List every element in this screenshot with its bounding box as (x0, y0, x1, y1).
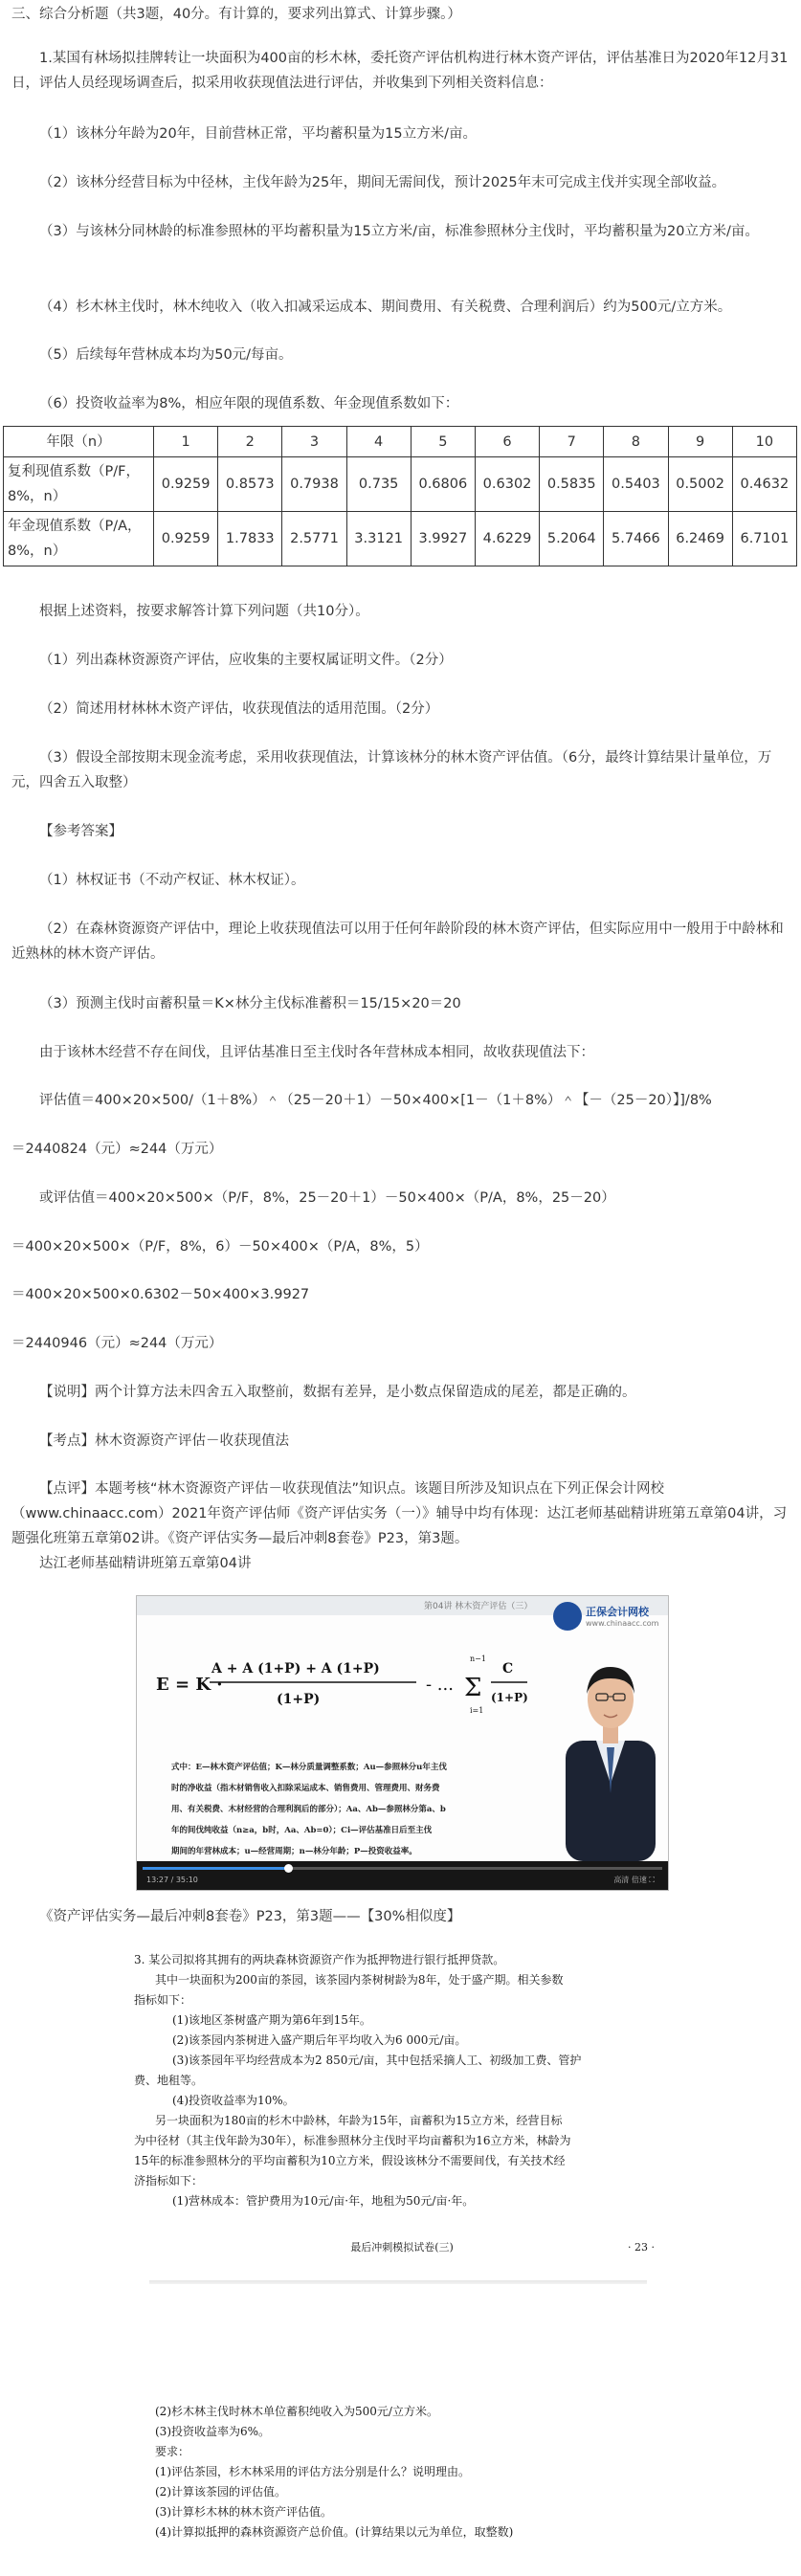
logo-url: www.chinaacc.com (586, 1619, 659, 1628)
table-header-label: 年限（n） (4, 427, 154, 457)
book-line: 3. 某公司拟将其拥有的两块森林资源资产作为抵押物进行银行抵押贷款。 (134, 1953, 505, 1966)
formula-sum-bottom: i=1 (470, 1706, 484, 1715)
question-item: （2）该林分经营目标为中径林，主伐年龄为25年，期间无需间伐，预计2025年末可完成主伐并实现全部收益。 (39, 175, 726, 190)
table-cell: 6.7101 (732, 512, 796, 566)
video-player[interactable] (136, 1595, 669, 1891)
question-item: （6）投资收益率为8%，相应年限的现值系数、年金现值系数如下： (39, 396, 459, 411)
book-footer-title: 最后冲刺模拟试卷(三) (350, 2241, 454, 2254)
question-intro: 1.某国有林场拟挂牌转让一块面积为400亩的杉木林，委托资产评估机构进行林木资产评估，评估基准日为2020年12月31日，评估人员经现场调查后，拟采用收获现值法进行评估，并收集到下列相关资料信息： (11, 51, 789, 91)
answer-2: （2）在森林资源资产评估中，理论上收获现值法可以用于任何年龄阶段的林木资产评估，但实际应用中一般用于中龄林和近熟林的林木资产评估。 (11, 922, 784, 962)
formula-line: 或评估值＝400×20×500×（P/F，8%，25－20＋1）－50×400×（P/A，8%，25－20） (39, 1190, 615, 1206)
presenter-image (558, 1650, 663, 1861)
question-item: （5）后续每年营林成本均为50元/每亩。 (39, 347, 293, 363)
video-control-bar[interactable] (137, 1861, 668, 1890)
row-label: 年金现值系数（P/A，8%，n） (4, 512, 154, 566)
formula-dots: - ... (426, 1675, 454, 1695)
table-cell: 5.7466 (604, 512, 668, 566)
table-cell: 2.5771 (282, 512, 346, 566)
desc-line: 用、有关税费、木材经营的合理利润后的部分）；Aa、Ab—参照林分第a、b (171, 1805, 446, 1814)
formula-lhs: E = K · (156, 1675, 223, 1695)
book-line: 15年的标准参照林分的平均亩蓄积为10立方米，假设该林分不需要间伐，有关技术经 (134, 2154, 566, 2167)
book-line: 要求： (155, 2445, 190, 2458)
book-line: 另一块面积为180亩的杉木中龄林，年龄为15年，亩蓄积为15立方米，经营目标 (155, 2114, 563, 2127)
video-controls[interactable]: 高清 倍速 ⛶ (613, 1876, 655, 1884)
table-year: 6 (475, 427, 539, 457)
table-cell: 3.9927 (411, 512, 475, 566)
table-year: 2 (218, 427, 282, 457)
answer-3: （3）预测主伐时亩蓄积量＝K×林分主伐标准蓄积＝15/15×20＝20 (39, 996, 461, 1011)
formula-denominator-sym: (1+P) (277, 1692, 321, 1707)
table-year: 8 (604, 427, 668, 457)
table-row (4, 512, 797, 566)
table-year: 10 (732, 427, 796, 457)
book-line: (3)该茶园年平均经营成本为2 850元/亩，其中包括采摘人工、初级加工费、管护 (172, 2054, 582, 2067)
formula-sum-top: n−1 (470, 1654, 486, 1663)
question-item: （4）杉木林主伐时，林木纯收入（收入扣减采运成本、期间费用、有关税费、合理利润后）约为500元/立方米。 (39, 300, 732, 315)
table-row (4, 457, 797, 512)
table-cell: 0.6806 (411, 457, 475, 512)
book-line: (1)营林成本：管护费用为10元/亩·年，地租为50元/亩·年。 (172, 2194, 475, 2208)
table-cell: 0.8573 (218, 457, 282, 512)
formula-line: 评估值＝400×20×500/（1＋8%）＾（25－20＋1）－50×400×[1－（1＋8%）＾【－（25－20）】]/8% (39, 1093, 712, 1108)
requirement-item: （1）列出森林资源资产评估，应收集的主要权属证明文件。（2分） (39, 653, 453, 668)
answer-1: （1）林权证书（不动产权证、林木权证）。 (39, 873, 305, 888)
logo-name: 正保会计网校 (586, 1606, 649, 1618)
requirement-item: （3）假设全部按期末现金流考虑，采用收获现值法，计算该林分的林木资产评估值。（6分，最终计算结果计量单位，万元，四舍五入取整） (11, 750, 772, 790)
formula-description (171, 1757, 516, 1862)
table-year: 9 (668, 427, 732, 457)
page-divider (149, 2280, 647, 2284)
requirements-intro: 根据上述资料，按要求解答计算下列问题（共10分）。 (39, 604, 369, 619)
video-time: 13:27 / 35:10 (146, 1876, 198, 1884)
book-line: (1)该地区茶树盛产期为第6年到15年。 (172, 2013, 371, 2027)
section-title: 三、综合分析题（共3题，40分。有计算的，要求列出算式、计算步骤。） (11, 7, 461, 22)
book-line: (4)投资收益率为10%。 (172, 2094, 295, 2107)
table-cell: 0.5403 (604, 457, 668, 512)
book-line: (3)计算杉木林的林木资产评估值。 (155, 2505, 332, 2519)
book-line: (4)计算拟抵押的森林资源资产总价值。(计算结果以元为单位，取整数) (155, 2525, 514, 2539)
chinaacc-logo (553, 1602, 659, 1634)
table-cell: 0.5002 (668, 457, 732, 512)
table-cell: 1.7833 (218, 512, 282, 566)
formula-ci: C (502, 1661, 514, 1677)
book-line: 费、地租等。 (134, 2074, 204, 2087)
coefficient-table (3, 426, 797, 566)
logo-icon (553, 1602, 582, 1631)
desc-line: 年的间伐纯收益（n≥a，b时，Aa、Ab=0）；Ci—评估基准日后至主伐 (171, 1826, 433, 1835)
video-progress-knob[interactable] (284, 1864, 293, 1873)
table-cell: 4.6229 (475, 512, 539, 566)
table-cell: 0.4632 (732, 457, 796, 512)
desc-line: 时的净收益（指木材销售收入扣除采运成本、销售费用、管理费用、财务费 (171, 1784, 440, 1793)
book-line: (2)杉木林主伐时林木单位蓄积纯收入为500元/立方米。 (155, 2405, 438, 2418)
question-item: （3）与该林分同林龄的标准参照林的平均蓄积量为15立方米/亩，标准参照林分主伐时，平均蓄积量为20立方米/亩。 (39, 224, 759, 239)
table-cell: 0.6302 (475, 457, 539, 512)
book-page-2 (134, 2402, 670, 2543)
table-year: 1 (154, 427, 218, 457)
table-header-row (4, 427, 797, 457)
video-title: 第04讲 林木资产评估（三） (424, 1602, 533, 1611)
formula-numerator-sym: A + A (1+P) + A (1+P) (211, 1661, 380, 1677)
question-item: （1）该林分年龄为20年，目前营林正常，平均蓄积量为15立方米/亩。 (39, 126, 478, 142)
formula-line: ＝400×20×500×0.6302－50×400×3.9927 (11, 1287, 310, 1302)
table-cell: 0.9259 (154, 512, 218, 566)
book-line: (2)计算该茶园的评估值。 (155, 2485, 286, 2498)
similarity-caption: 《资产评估实务—最后冲刺8套卷》P23，第3题——【30%相似度】 (39, 1909, 461, 1924)
book-line: (1)评估茶园，杉木林采用的评估方法分别是什么？说明理由。 (155, 2465, 471, 2478)
formula-line: ＝400×20×500×（P/F，8%，6）－50×400×（P/A，8%，5） (11, 1239, 429, 1255)
desc-line: 期间的年营林成本；u—经营周期；n—林分年龄；P—投资收益率。 (171, 1847, 417, 1856)
book-page-1 (134, 1950, 670, 2254)
lecture-title: 达江老师基础精讲班第五章第04讲 (39, 1556, 252, 1571)
video-progress-fill (143, 1867, 288, 1870)
table-cell: 0.735 (346, 457, 411, 512)
book-line: 指标如下： (134, 1993, 192, 2007)
harvest-value-formula (156, 1640, 529, 1728)
answer-3-note: 由于该林木经营不存在间伐，且评估基准日至主伐时各年营林成本相同，故收获现值法下： (39, 1045, 594, 1060)
row-label: 复利现值系数（P/F，8%，n） (4, 457, 154, 512)
answer-heading: 【参考答案】 (39, 824, 122, 839)
table-cell: 3.3121 (346, 512, 411, 566)
formula-sum-sign: Σ (464, 1674, 482, 1702)
formula-line: ＝2440946（元）≈244（万元） (11, 1336, 223, 1351)
table-cell: 0.5835 (540, 457, 604, 512)
book-line: 济指标如下： (134, 2174, 204, 2187)
table-year: 3 (282, 427, 346, 457)
book-line: (3)投资收益率为6%。 (155, 2425, 271, 2438)
requirement-item: （2）简述用材林林木资产评估，收获现值法的适用范围。（2分） (39, 701, 439, 717)
table-cell: 5.2064 (540, 512, 604, 566)
book-line: (2)该茶园内茶树进入盛产期后年平均收入为6 000元/亩。 (172, 2033, 467, 2047)
table-cell: 0.9259 (154, 457, 218, 512)
book-line: 其中一块面积为200亩的茶园，该茶园内茶树树龄为8年，处于盛产期。相关参数 (155, 1973, 564, 1987)
video-progress-track[interactable] (143, 1867, 662, 1870)
table-year: 5 (411, 427, 475, 457)
table-cell: 0.7938 (282, 457, 346, 512)
book-line: 为中径材（其主伐年龄为30年），标准参照林分主伐时平均亩蓄积为16立方米，林龄为 (134, 2134, 571, 2147)
formula-denominator-2: (1+P) (491, 1691, 528, 1704)
table-year: 7 (540, 427, 604, 457)
answer-dianping: 【点评】本题考核“林木资源资产评估－收获现值法”知识点。该题目所涉及知识点在下列正保会计网校（www.chinaacc.com）2021年资产评估师《资产评估实务（一）》辅导中均有体现：达江老师基础精讲班第五章第04讲，习题强化班第五章第02讲。《资产评估实务—最后冲刺8套卷》P23，第3题。 (11, 1481, 788, 1546)
desc-line: 式中：E—林木资产评估值；K—林分质量调整系数；Au—参照林分u年主伐 (171, 1763, 447, 1772)
formula-line: ＝2440824（元）≈244（万元） (11, 1142, 223, 1157)
table-cell: 6.2469 (668, 512, 732, 566)
answer-kaodian: 【考点】林木资源资产评估－收获现值法 (39, 1433, 289, 1449)
book-page-number: · 23 · (628, 2241, 655, 2254)
answer-note: 【说明】两个计算方法未四舍五入取整前，数据有差异，是小数点保留造成的尾差，都是正确的。 (39, 1385, 636, 1400)
table-year: 4 (346, 427, 411, 457)
